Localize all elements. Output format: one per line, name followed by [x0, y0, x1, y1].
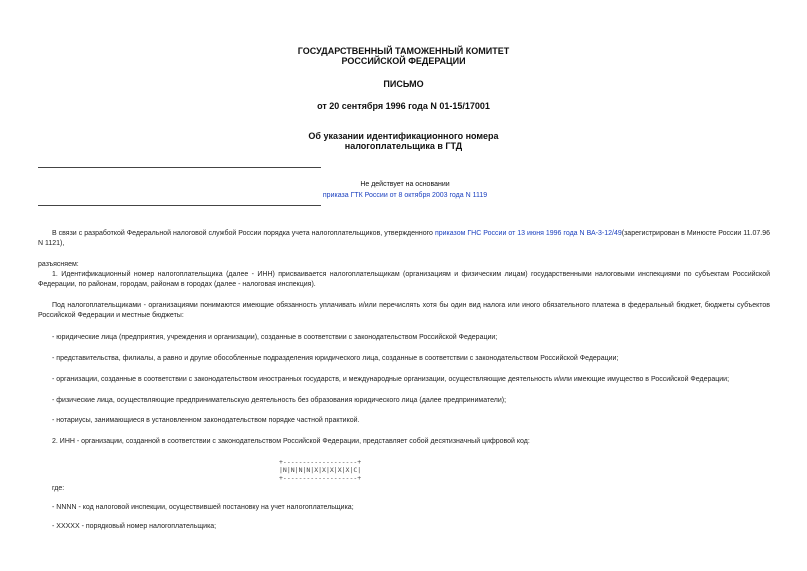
- legend-nnnn: - NNNN - код налоговой инспекции, осуществившей постановку на учет налогоплательщика;: [52, 504, 354, 511]
- list-item: - юридические лица (предприятия, учреждения и организации), созданные в соответствии с законодательством Российской Федерации;: [52, 334, 498, 341]
- list-item: - организации, созданные в соответствии с законодательством иностранных государств, и международные организации, осуществляющие деятельность и/или имеющие имущество в Российской Федерации;: [52, 376, 730, 383]
- issuer-line-1: ГОСУДАРСТВЕННЫЙ ТАМОЖЕННЫЙ КОМИТЕТ: [297, 46, 510, 56]
- paragraph-taxpayers: Под налогоплательщиками - организациями понимаются имеющие обязанность уплачивать и/или перечислять хотя бы один вид налога или иного обязательного платежа в федеральный бюджет, бюджеты субъектов Российской Федерации и местные бюджеты:: [38, 302, 770, 319]
- list-item: - представительства, филиалы, а равно и другие обособленные подразделения юридического лица, созданные в соответствии с законодательством Российской Федерации;: [52, 355, 619, 362]
- issuer-line-2: РОССИЙСКОЙ ФЕДЕРАЦИИ: [341, 56, 466, 66]
- list-item: - нотариусы, занимающиеся в установленном законодательством порядке частной практикой.: [52, 417, 360, 424]
- document-type: ПИСЬМО: [383, 79, 424, 89]
- divider-bottom: [38, 205, 321, 206]
- paragraph-2: 2. ИНН - организации, созданной в соответствии с законодательством Российской Федерации, представляет собой десятизначный цифровой код:: [52, 438, 530, 445]
- where-label: где:: [52, 485, 65, 492]
- status-note-text: Не действует на основании: [360, 181, 450, 188]
- inn-code-border-bottom: +-------------------+: [279, 474, 362, 482]
- order-link[interactable]: приказом ГНС России от 13 июня 1996 года N ВА-3-12/49: [434, 230, 622, 237]
- paragraph-1: 1. Идентификационный номер налогоплательщика (далее - ИНН) присваивается налогоплательщикам (организациям и физическим лицам) государственными налоговыми инспекциями по субъектам Российской Федерации, по районам, городам, районам в городах (далее - налоговая инспекция).: [38, 271, 770, 288]
- document-date-number: от 20 сентября 1996 года N 01-15/17001: [317, 101, 490, 111]
- list-item: - физические лица, осуществляющие предпринимательскую деятельность без образования юридического лица (далее предприниматели);: [52, 397, 507, 404]
- inn-code-border-top: +-------------------+: [279, 458, 362, 466]
- intro-text: В связи с разработкой Федеральной налоговой службой России порядка учета налогоплательщиков, утвержденного: [52, 230, 435, 237]
- document-title-line-1: Об указании идентификационного номера: [308, 131, 499, 141]
- intro-paragraph: [38, 229, 770, 249]
- document-title-line-2: налогоплательщика в ГТД: [344, 141, 463, 151]
- intro-registration: (зарегистрирован в Минюсте России 11.07.96 N 1121),: [38, 230, 771, 247]
- inn-code-diagram: |N|N|N|N|X|X|X|X|X|C|: [279, 466, 362, 474]
- status-note-link[interactable]: приказа ГТК России от 8 октября 2003 года N 1119: [322, 192, 488, 199]
- legend-xxxxx: - XXXXX - порядковый номер налогоплательщика;: [52, 523, 217, 530]
- explain-label: разъясняем:: [38, 261, 79, 268]
- divider-top: [38, 167, 321, 168]
